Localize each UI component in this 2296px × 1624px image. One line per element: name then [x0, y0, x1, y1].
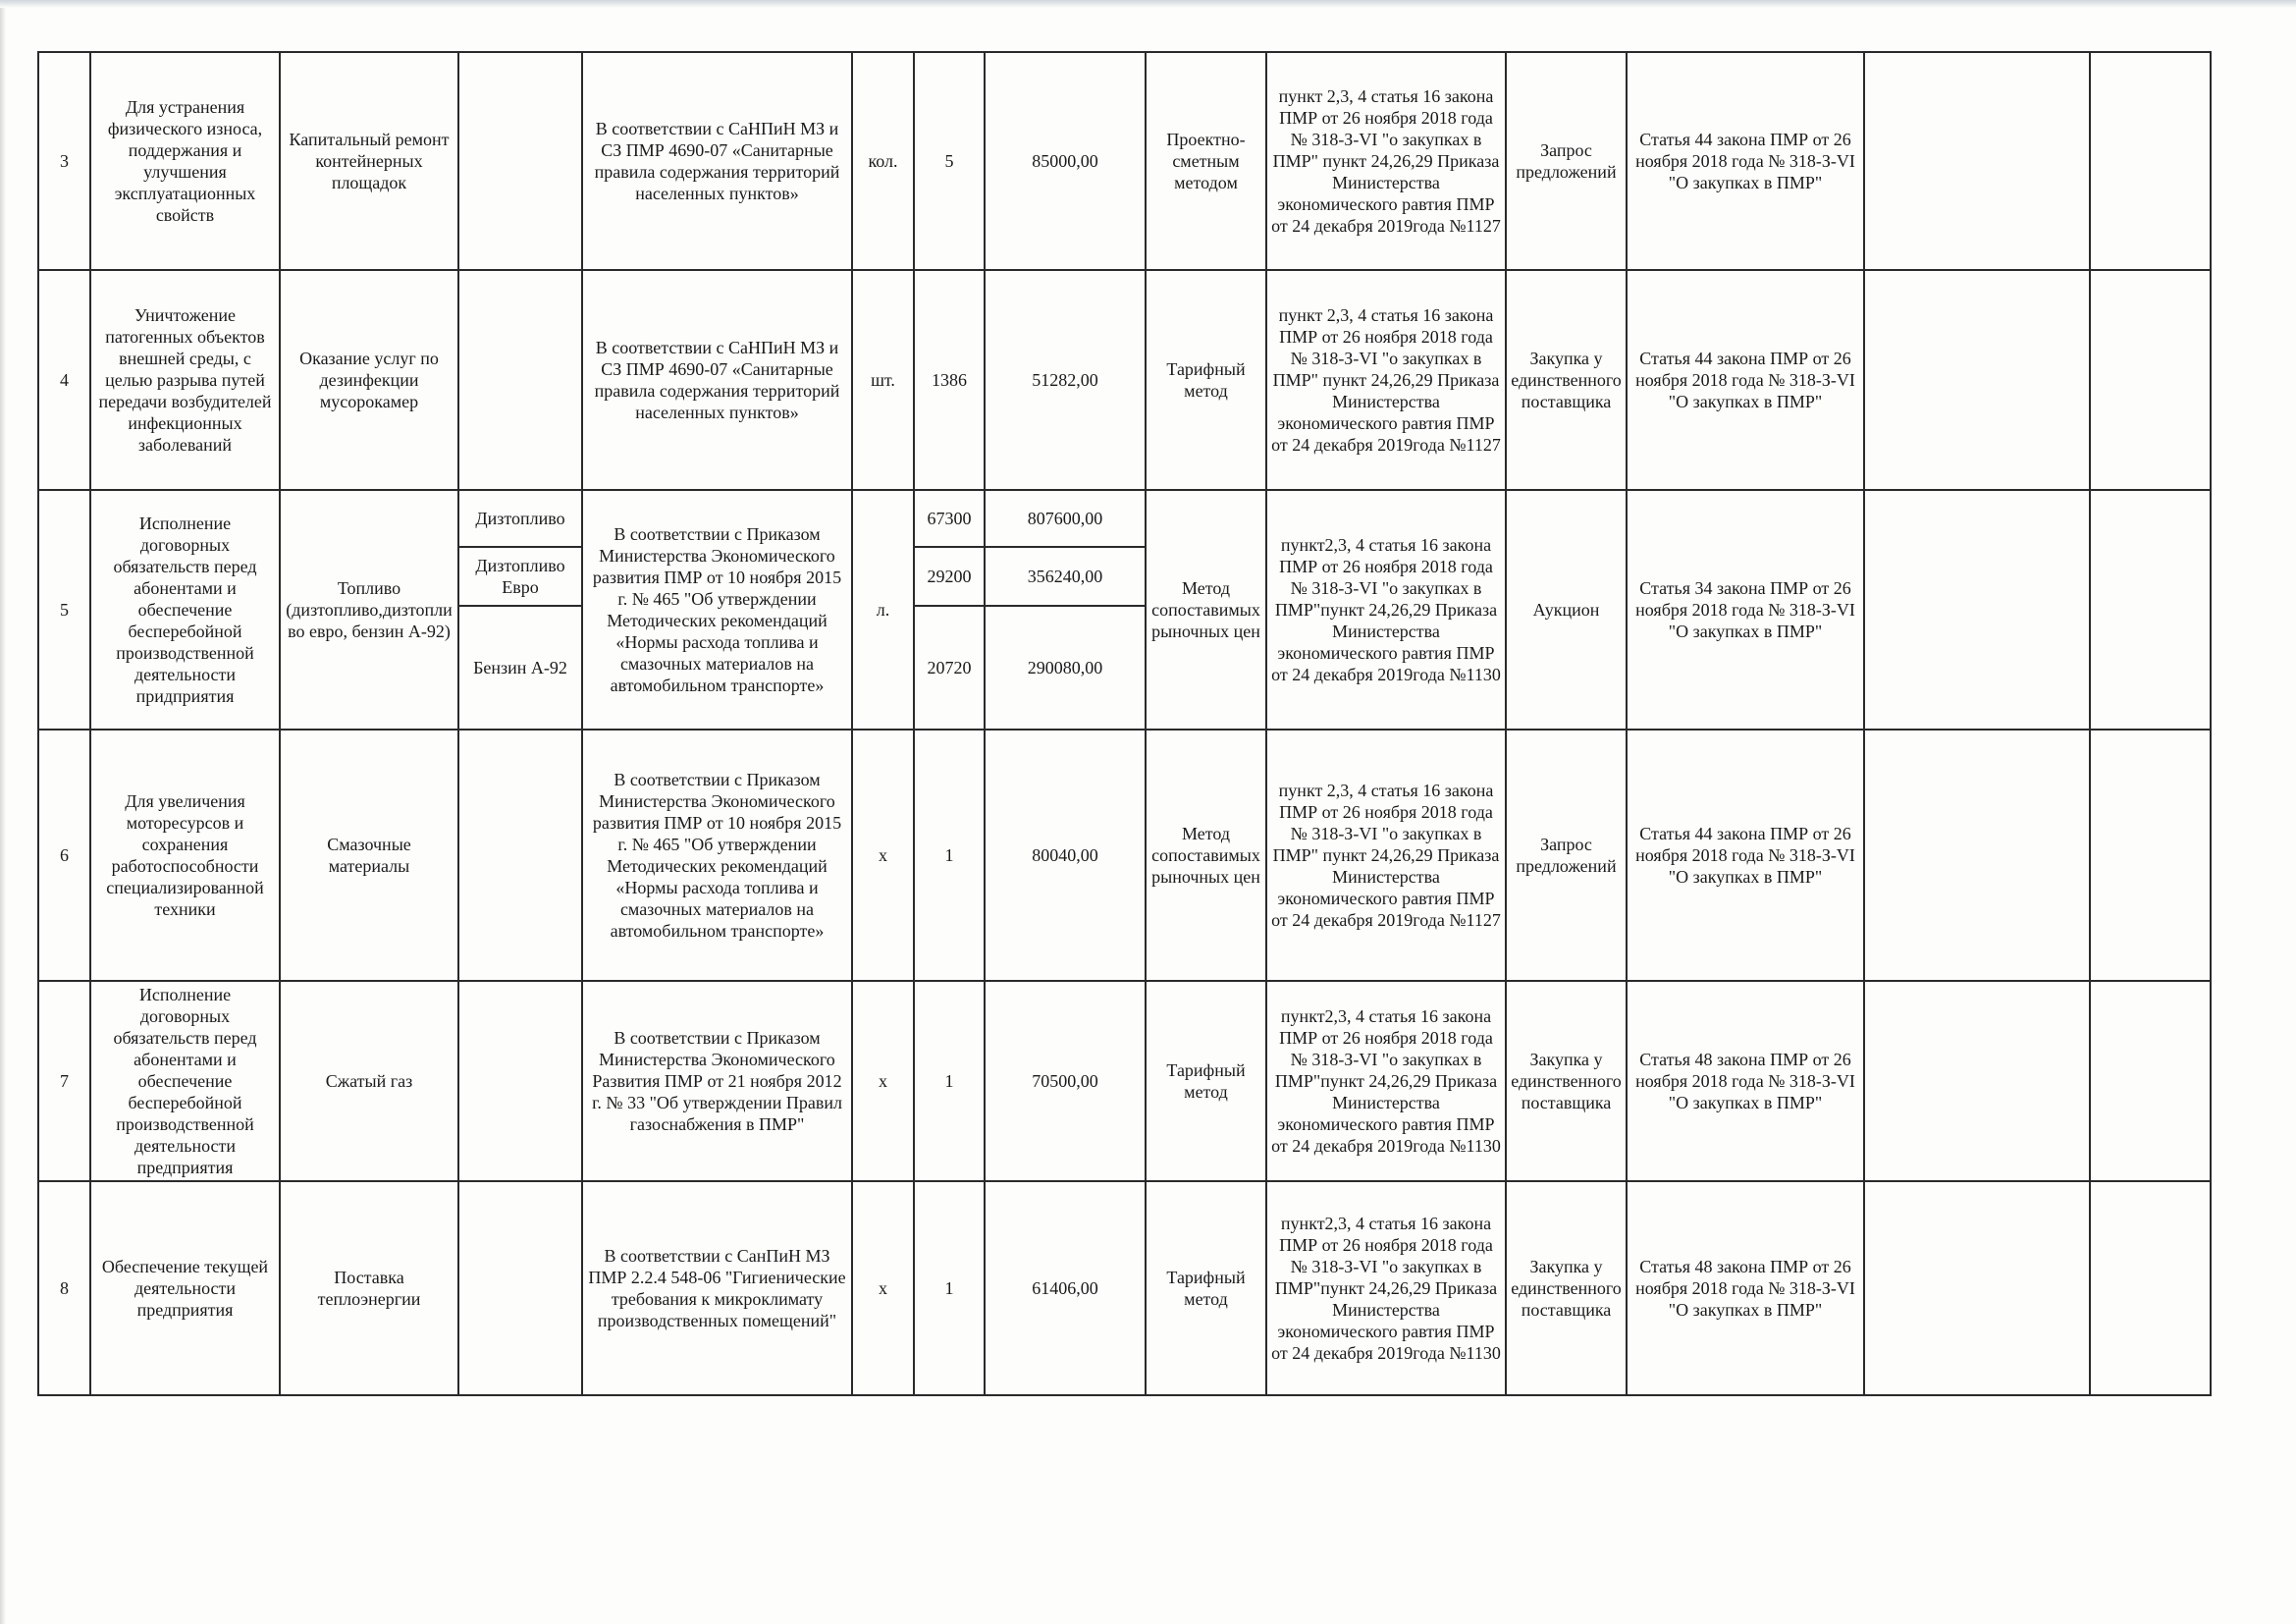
scan-edge [0, 0, 6, 1624]
item-cell: Поставка теплоэнергии [280, 1181, 458, 1395]
justification-cell: В соответствии с Приказом Министерства Экономического развития ПМР от 10 ноября 2015 г. № 465 "Об утверждении Методических рекомендаций «Нормы расхода топлива и смазочных материалов на автомобильном транспорте» [582, 730, 852, 981]
quantity-cell: 5 [914, 52, 985, 270]
quantity-cell: 29200 [914, 547, 985, 606]
purpose-cell: Исполнение договорных обязательств перед абонентами и обеспечение бесперебойной производственной деятельности предприятия [90, 981, 280, 1181]
method-basis-cell: пункт2,3, 4 статья 16 закона ПМР от 26 ноября 2018 года № 318-З-VI "о закупках в ПМР"пункт 24,26,29 Приказа Министерства экономического равтия ПМР от 24 декабря 2019года №1130 [1266, 981, 1506, 1181]
extra-cell [1864, 1181, 2090, 1395]
purpose-cell: Для устранения физического износа, поддержания и улучшения эксплуатационных свойств [90, 52, 280, 270]
procurement-basis-cell: Статья 44 закона ПМР от 26 ноября 2018 года № 318-З-VI "О закупках в ПМР" [1627, 730, 1864, 981]
item-cell: Оказание услуг по дезинфекции мусорокамер [280, 270, 458, 490]
method-cell: Тарифный метод [1146, 981, 1266, 1181]
quantity-cell: 1 [914, 730, 985, 981]
justification-cell: В соответствии с СаНПиН МЗ и СЗ ПМР 4690-07 «Санитарные правила содержания территорий населенных пунктов» [582, 52, 852, 270]
method-basis-cell: пункт 2,3, 4 статья 16 закона ПМР от 26 ноября 2018 года № 318-З-VI "о закупках в ПМР" пункт 24,26,29 Приказа Министерства экономического равтия ПМР от 24 декабря 2019года №1127 [1266, 270, 1506, 490]
extra-cell [1864, 730, 2090, 981]
extra-cell [2090, 730, 2211, 981]
method-basis-cell: пункт2,3, 4 статья 16 закона ПМР от 26 ноября 2018 года № 318-З-VI "о закупках в ПМР"пункт 24,26,29 Приказа Министерства экономического равтия ПМР от 24 декабря 2019года №1130 [1266, 490, 1506, 730]
quantity-cell: 1 [914, 1181, 985, 1395]
amount-cell: 61406,00 [985, 1181, 1146, 1395]
procurement-basis-cell: Статья 48 закона ПМР от 26 ноября 2018 года № 318-З-VI "О закупках в ПМР" [1627, 981, 1864, 1181]
method-basis-cell: пункт2,3, 4 статья 16 закона ПМР от 26 ноября 2018 года № 318-З-VI "о закупках в ПМР"пункт 24,26,29 Приказа Министерства экономического равтия ПМР от 24 декабря 2019года №1130 [1266, 1181, 1506, 1395]
extra-cell [2090, 52, 2211, 270]
extra-cell [2090, 490, 2211, 730]
extra-cell [1864, 490, 2090, 730]
procurement-basis-cell: Статья 48 закона ПМР от 26 ноября 2018 года № 318-З-VI "О закупках в ПМР" [1627, 1181, 1864, 1395]
justification-cell: В соответствии с СаНПиН МЗ и СЗ ПМР 4690-07 «Санитарные правила содержания территорий населенных пунктов» [582, 270, 852, 490]
method-cell: Метод сопоставимых рыночных цен [1146, 490, 1266, 730]
purpose-cell: Уничтожение патогенных объектов внешней среды, с целью разрыва путей передачи возбудителей инфекционных заболеваний [90, 270, 280, 490]
quantity-cell: 20720 [914, 606, 985, 730]
item-cell: Сжатый газ [280, 981, 458, 1181]
quantity-cell: 1 [914, 981, 985, 1181]
unit-cell: л. [852, 490, 914, 730]
subitem-cell [458, 270, 582, 490]
unit-cell: х [852, 730, 914, 981]
procurement-cell: Закупка у единственного поставщика [1506, 1181, 1627, 1395]
subitem-cell [458, 52, 582, 270]
row-number: 4 [38, 270, 90, 490]
method-cell: Тарифный метод [1146, 270, 1266, 490]
procurement-basis-cell: Статья 34 закона ПМР от 26 ноября 2018 года № 318-З-VI "О закупках в ПМР" [1627, 490, 1864, 730]
table-row [38, 52, 2211, 270]
unit-cell: кол. [852, 52, 914, 270]
row-number: 7 [38, 981, 90, 1181]
subitem-cell [458, 981, 582, 1181]
extra-cell [1864, 52, 2090, 270]
row-number: 5 [38, 490, 90, 730]
justification-cell: В соответствии с СанПиН МЗ ПМР 2.2.4 548-06 "Гигиенические требования к микроклимату производственных помещений" [582, 1181, 852, 1395]
procurement-plan-table [37, 51, 2212, 1396]
row-number: 3 [38, 52, 90, 270]
table-row [38, 1181, 2211, 1395]
extra-cell [1864, 270, 2090, 490]
procurement-cell: Запрос предложений [1506, 52, 1627, 270]
method-cell: Метод сопоставимых рыночных цен [1146, 730, 1266, 981]
row-number: 6 [38, 730, 90, 981]
unit-cell: шт. [852, 270, 914, 490]
subitem-cell: Бензин А-92 [458, 606, 582, 730]
subitem-cell [458, 730, 582, 981]
amount-cell: 356240,00 [985, 547, 1146, 606]
amount-cell: 85000,00 [985, 52, 1146, 270]
method-basis-cell: пункт 2,3, 4 статья 16 закона ПМР от 26 ноября 2018 года № 318-З-VI "о закупках в ПМР" пункт 24,26,29 Приказа Министерства экономического равтия ПМР от 24 декабря 2019года №1127 [1266, 730, 1506, 981]
method-basis-cell: пункт 2,3, 4 статья 16 закона ПМР от 26 ноября 2018 года № 318-З-VI "о закупках в ПМР" пункт 24,26,29 Приказа Министерства экономического равтия ПМР от 24 декабря 2019года №1127 [1266, 52, 1506, 270]
quantity-cell: 67300 [914, 490, 985, 547]
extra-cell [2090, 270, 2211, 490]
procurement-cell: Закупка у единственного поставщика [1506, 981, 1627, 1181]
amount-cell: 290080,00 [985, 606, 1146, 730]
procurement-basis-cell: Статья 44 закона ПМР от 26 ноября 2018 года № 318-З-VI "О закупках в ПМР" [1627, 52, 1864, 270]
purpose-cell: Для увеличения моторесурсов и сохранения работоспособности специализированной техники [90, 730, 280, 981]
unit-cell: х [852, 1181, 914, 1395]
procurement-basis-cell: Статья 44 закона ПМР от 26 ноября 2018 года № 318-З-VI "О закупках в ПМР" [1627, 270, 1864, 490]
item-cell: Капитальный ремонт контейнерных площадок [280, 52, 458, 270]
method-cell: Проектно-сметным методом [1146, 52, 1266, 270]
amount-cell: 807600,00 [985, 490, 1146, 547]
amount-cell: 80040,00 [985, 730, 1146, 981]
table-row [38, 981, 2211, 1181]
justification-cell: В соответствии с Приказом Министерства Экономического развития ПМР от 10 ноября 2015 г. № 465 "Об утверждении Методических рекомендаций «Нормы расхода топлива и смазочных материалов на автомобильном транспорте» [582, 490, 852, 730]
extra-cell [2090, 1181, 2211, 1395]
table-row [38, 490, 2211, 547]
extra-cell [2090, 981, 2211, 1181]
procurement-cell: Аукцион [1506, 490, 1627, 730]
justification-cell: В соответствии с Приказом Министерства Экономического Развития ПМР от 21 ноября 2012 г. № 33 "Об утверждении Правил газоснабжения в ПМР" [582, 981, 852, 1181]
purpose-cell: Исполнение договорных обязательств перед абонентами и обеспечение бесперебойной производственной деятельности придприятия [90, 490, 280, 730]
procurement-cell: Запрос предложений [1506, 730, 1627, 981]
subitem-cell: Дизтопливо Евро [458, 547, 582, 606]
unit-cell: х [852, 981, 914, 1181]
item-cell: Топливо (дизтопливо,дизтопливо евро, бензин А-92) [280, 490, 458, 730]
scan-edge [0, 0, 2296, 8]
table-row [38, 730, 2211, 981]
amount-cell: 51282,00 [985, 270, 1146, 490]
subitem-cell [458, 1181, 582, 1395]
row-number: 8 [38, 1181, 90, 1395]
extra-cell [1864, 981, 2090, 1181]
purpose-cell: Обеспечение текущей деятельности предприятия [90, 1181, 280, 1395]
amount-cell: 70500,00 [985, 981, 1146, 1181]
subitem-cell: Дизтопливо [458, 490, 582, 547]
table-row [38, 270, 2211, 490]
method-cell: Тарифный метод [1146, 1181, 1266, 1395]
quantity-cell: 1386 [914, 270, 985, 490]
item-cell: Смазочные материалы [280, 730, 458, 981]
procurement-cell: Закупка у единственного поставщика [1506, 270, 1627, 490]
